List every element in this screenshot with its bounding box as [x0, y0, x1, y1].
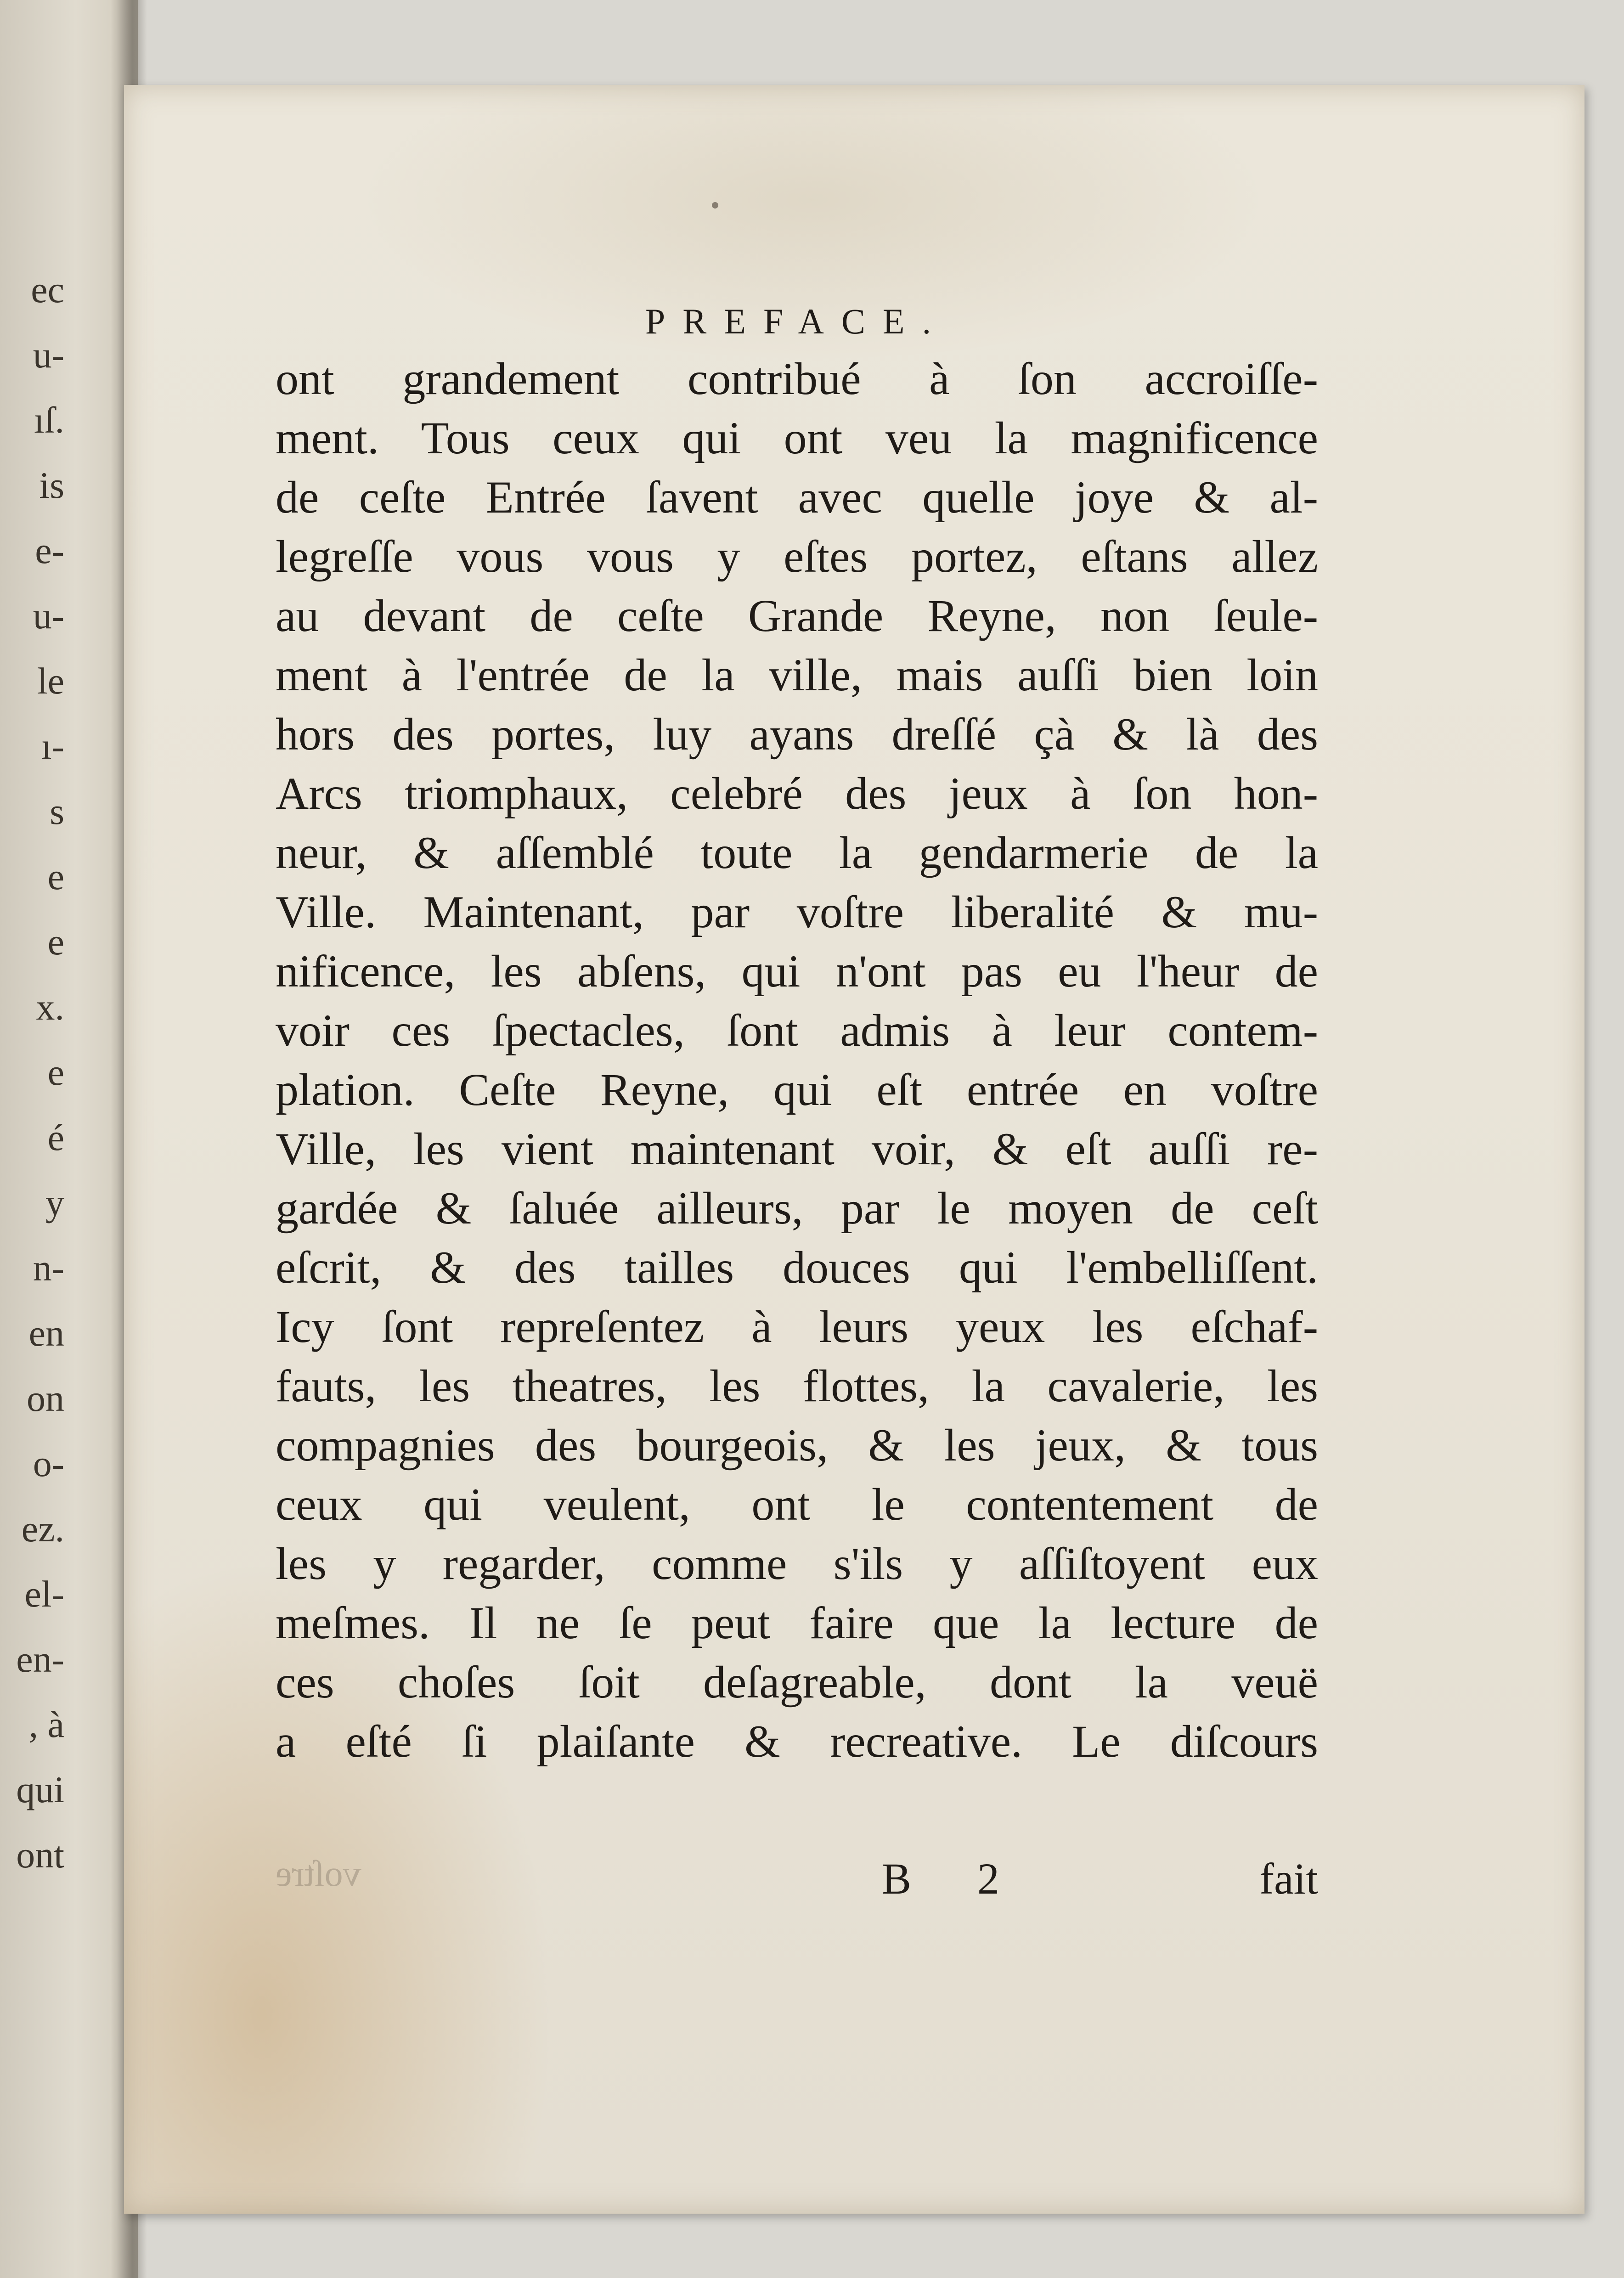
- text-line: les y regarder, comme s'ils y aſſiſtoyent eux: [276, 1538, 1318, 1589]
- left-page-fragment: on: [27, 1377, 64, 1419]
- left-page-fragment: ı-: [41, 725, 64, 767]
- show-through-text: voſtre: [276, 1854, 361, 1894]
- left-page-fragment: qui: [16, 1769, 64, 1810]
- left-page-fragment: ıſ.: [34, 399, 64, 441]
- left-page-fragment: y: [45, 1182, 64, 1224]
- text-line: Arcs triomphaux, celebré des jeux à ſon hon-: [276, 768, 1318, 819]
- left-page-fragment: s: [50, 790, 64, 832]
- left-page-fragment: é: [47, 1116, 64, 1158]
- left-page-fragment: ez.: [21, 1508, 64, 1550]
- text-line: ont grandement contribué à ſon accroiſſe-: [276, 353, 1318, 404]
- left-page-fragment: x.: [36, 986, 64, 1028]
- text-line: a eſté ſi plaiſante & recreative. Le diſcours: [276, 1716, 1318, 1767]
- running-head: PREFACE.: [645, 301, 949, 341]
- body-text: [276, 349, 1318, 1771]
- left-page-fragment: el-: [24, 1573, 64, 1615]
- text-line: neur, & aſſemblé toute la gendarmerie de la: [276, 827, 1318, 878]
- text-line: de ceſte Entrée ſavent avec quelle joye & al-: [276, 472, 1318, 523]
- text-line: ment à l'entrée de la ville, mais auſſi bien loin: [276, 649, 1318, 700]
- text-line: legreſſe vous vous y eſtes portez, eſtans allez: [276, 531, 1318, 582]
- text-line: compagnies des bourgeois, & les jeux, & tous: [276, 1420, 1318, 1471]
- text-line: gardée & ſaluée ailleurs, par le moyen de ceſt: [276, 1183, 1318, 1234]
- text-line: meſmes. Il ne ſe peut faire que la lecture de: [276, 1597, 1318, 1648]
- text-line: plation. Ceſte Reyne, qui eſt entrée en voſtre: [276, 1064, 1318, 1115]
- left-page-fragment: en: [28, 1312, 64, 1354]
- page-foot: [276, 1853, 1318, 1908]
- left-page-fragment: en-: [16, 1638, 64, 1680]
- text-line: voir ces ſpectacles, ſont admis à leur contem-: [276, 1005, 1318, 1056]
- signature-mark: B 2: [882, 1854, 1027, 1903]
- left-page-fragment: le: [37, 660, 64, 702]
- text-line: eſcrit, & des tailles douces qui l'embelliſſent.: [276, 1242, 1318, 1293]
- ink-spot: [712, 202, 718, 209]
- text-line: Icy ſont repreſentez à leurs yeux les eſchaf-: [276, 1301, 1318, 1352]
- left-page-fragment: n-: [33, 1247, 64, 1289]
- text-line: ceux qui veulent, ont le contentement de: [276, 1479, 1318, 1530]
- left-page-fragment: ont: [16, 1834, 64, 1876]
- left-page-fragment: is: [39, 464, 64, 506]
- catchword: fait: [1259, 1854, 1318, 1903]
- left-page-fragment: e: [47, 856, 64, 897]
- left-page-fragment: u-: [33, 334, 64, 376]
- text-line: Ville, les vient maintenant voir, & eſt auſſi re-: [276, 1123, 1318, 1174]
- left-page-fragment: u-: [33, 595, 64, 637]
- left-page-fragment: e-: [35, 530, 64, 571]
- text-line: nificence, les abſens, qui n'ont pas eu l'heur de: [276, 946, 1318, 997]
- text-line: au devant de ceſte Grande Reyne, non ſeule-: [276, 590, 1318, 641]
- left-page-fragment: o-: [33, 1443, 64, 1484]
- text-line: ces choſes ſoit deſagreable, dont la veuë: [276, 1657, 1318, 1708]
- book-page: [124, 85, 1585, 2214]
- text-line: ment. Tous ceux qui ont veu la magnificence: [276, 412, 1318, 463]
- left-page-fragment: e: [47, 921, 64, 963]
- left-page-fragment: , à: [28, 1703, 64, 1745]
- text-line: fauts, les theatres, les flottes, la cavalerie, les: [276, 1360, 1318, 1411]
- text-line: Ville. Maintenant, par voſtre liberalité & mu-: [276, 886, 1318, 937]
- left-page-fragment: ec: [31, 269, 64, 310]
- left-page-fragment: e: [47, 1051, 64, 1093]
- text-line: hors des portes, luy ayans dreſſé çà & là des: [276, 709, 1318, 760]
- left-page-fragments: [0, 257, 64, 1888]
